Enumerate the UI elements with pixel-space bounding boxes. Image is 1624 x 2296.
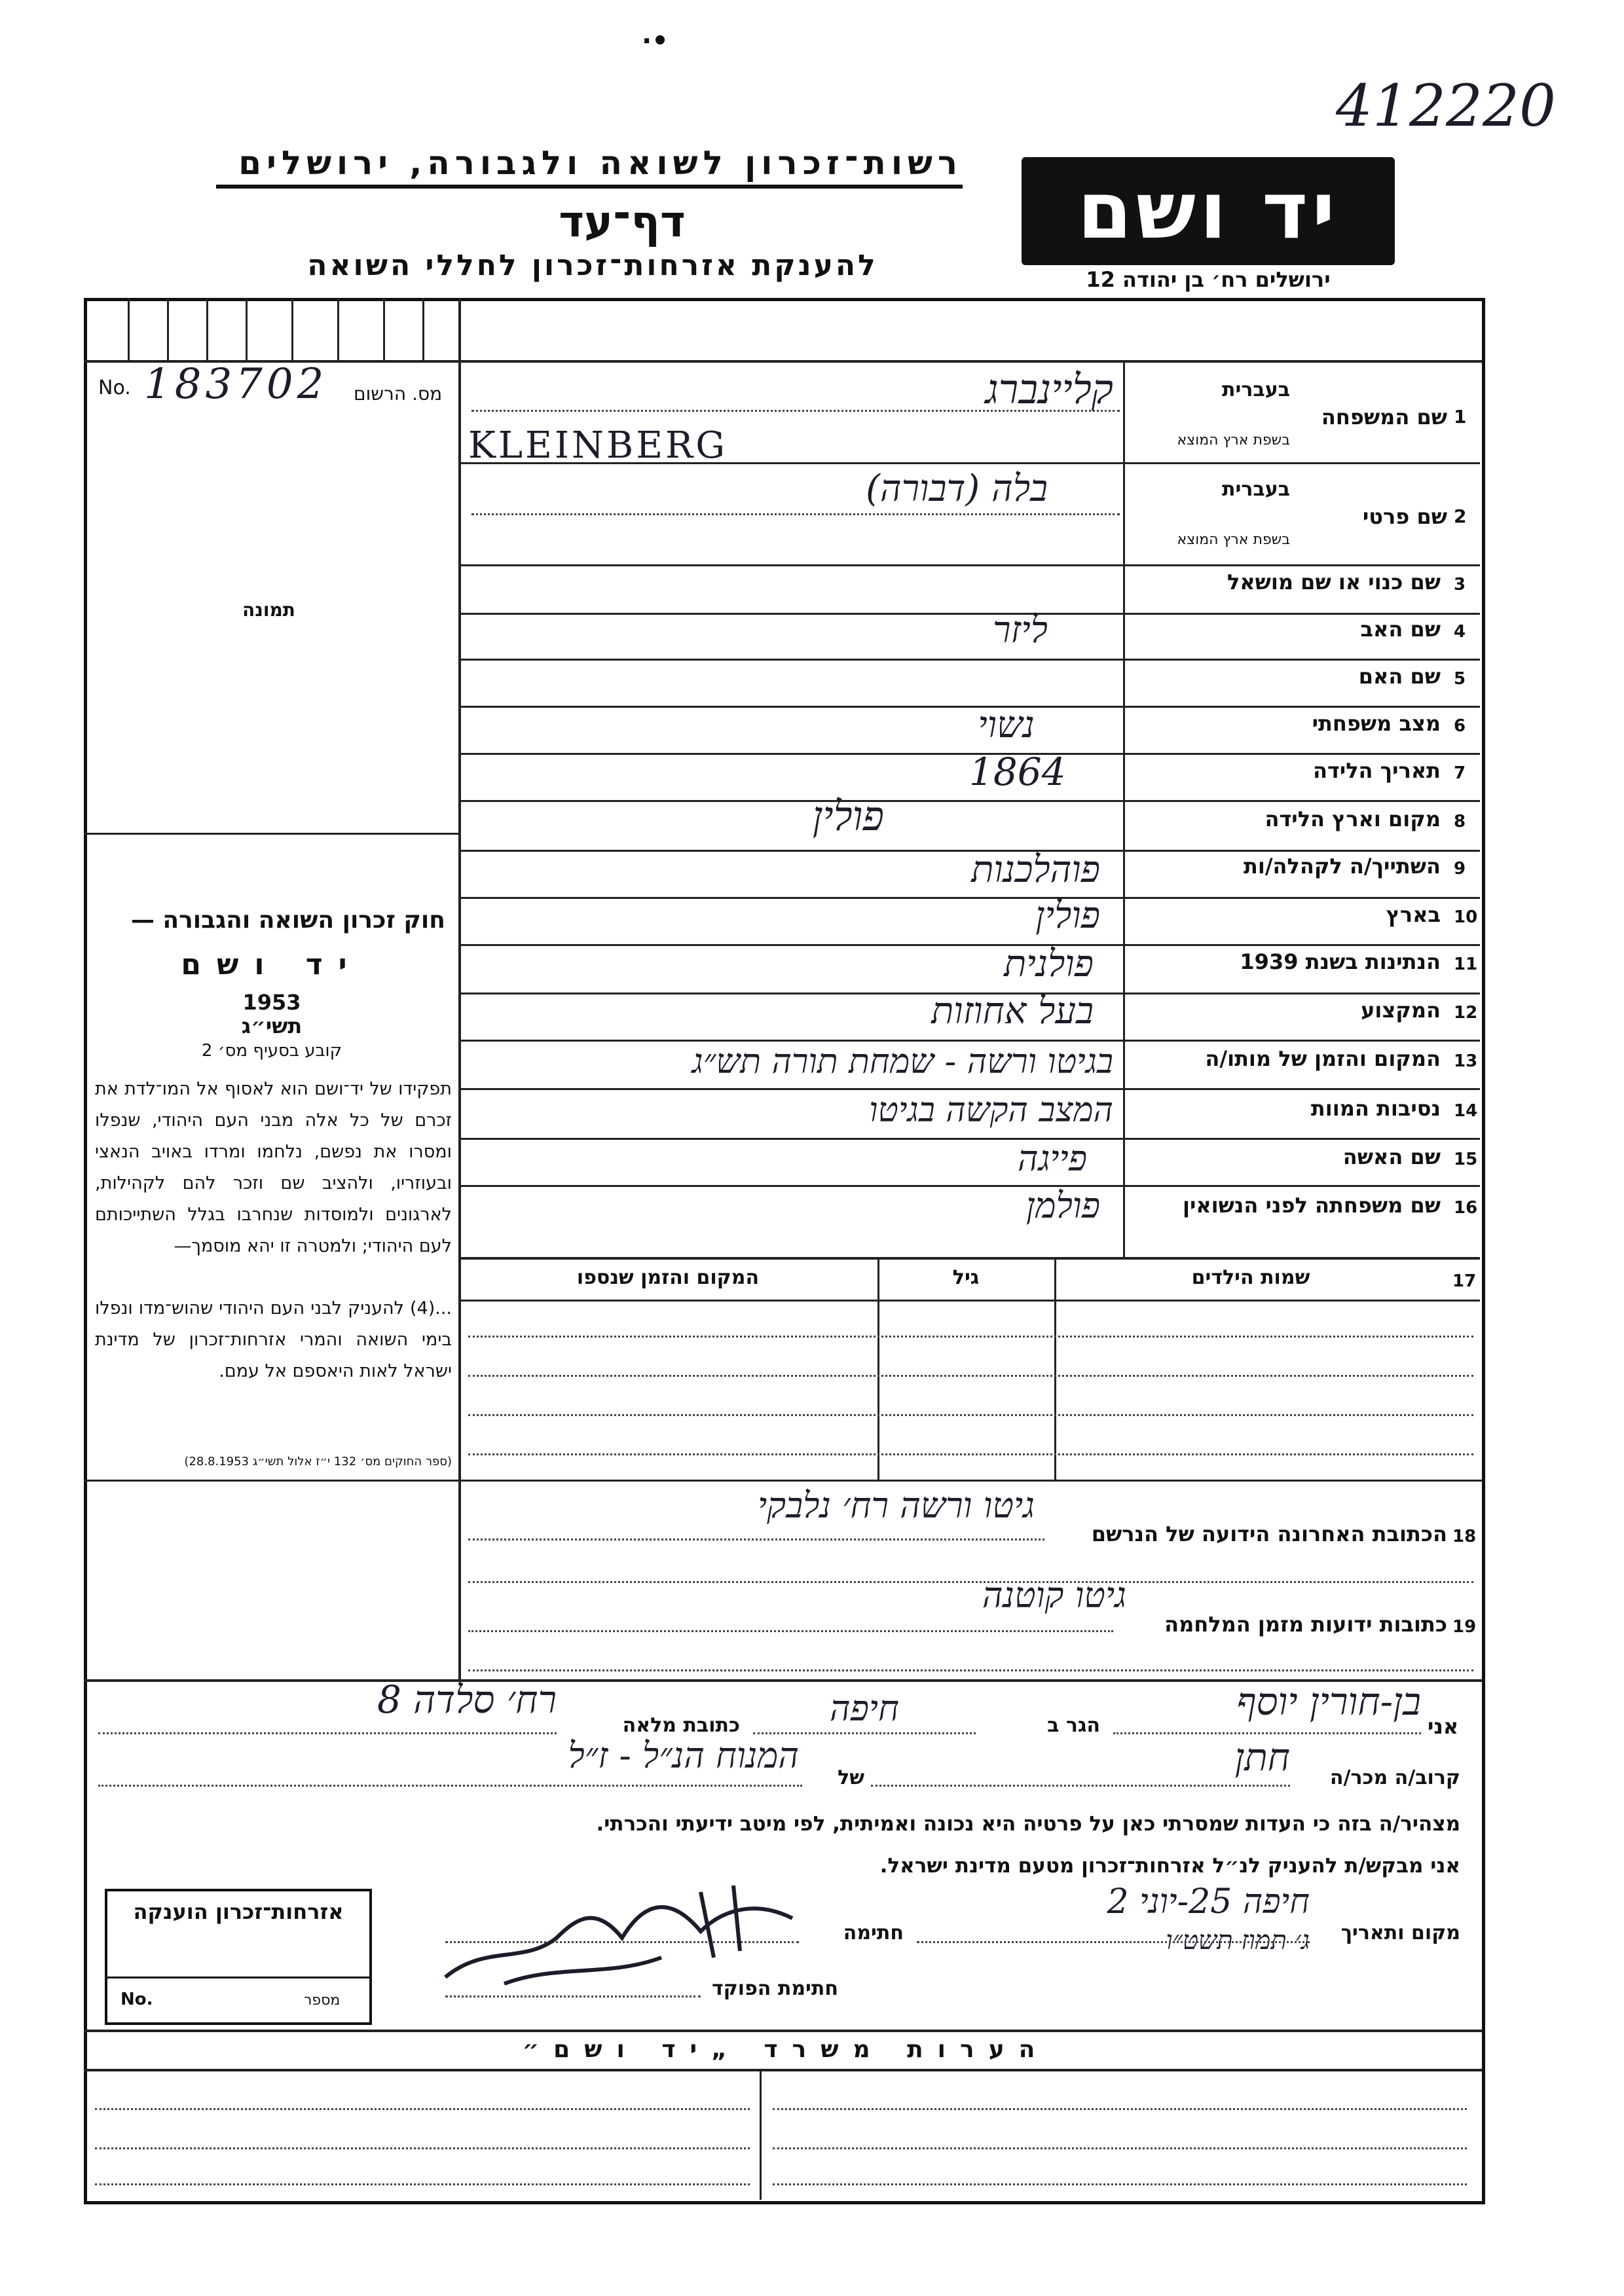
top-mark: ·• (642, 26, 669, 56)
field-10-value: פולין (1035, 894, 1100, 937)
decl-name: בן-חורין יוסף (1236, 1679, 1421, 1724)
field-6-num: 6 (1454, 716, 1466, 736)
decl-place-date-label: מקום ותאריך (1340, 1922, 1460, 1944)
law-section: קובע בסעיף מס׳ 2 (201, 1041, 342, 1061)
form-subtitle: להענקת אזרחות־זכרון לחללי השואה (307, 249, 878, 282)
field-19-label: כתובות ידועות מזמן המלחמה (1164, 1612, 1447, 1637)
decl-statement-1: מצהיר/ה בזה כי העדות שמסרתי כאן על פרטיה היא נכונה ואמיתית, לפי מיטב ידיעתי והכרתי. (596, 1812, 1460, 1836)
decl-place-date-2: ג׳ תמוז תשט״ו (1166, 1925, 1310, 1956)
photo-label: תמונה (242, 599, 295, 621)
registration-no-value: 183702 (144, 360, 328, 409)
field-7-label: תאריך הלידה (1312, 758, 1441, 783)
authority-title: רשות־זכרון לשואה ולגבורה, ירושלים (216, 144, 963, 189)
field-9-value: פוהלכנות (971, 848, 1100, 891)
field-4-value: ליזר (993, 609, 1048, 651)
field-14-num: 14 (1454, 1101, 1478, 1121)
field-2-sub2: בשפת ארץ המוצא (1177, 532, 1290, 548)
decl-address: רח׳ סלדה 8 (377, 1677, 557, 1722)
header-address: ירושלים רח׳ בן יהודה 12 (1086, 267, 1331, 292)
field-1-value: קליינברג (985, 365, 1113, 413)
law-year-he: תשי״ג (241, 1013, 303, 1038)
field-2-label: שם פרטי (1362, 504, 1447, 529)
field-4-label: שם האב (1360, 617, 1441, 642)
law-paragraph-2: ...(4) להעניק לבני העם היהודי שהוש־מדו ונפלו בימי השואה והמרי אזרחות־זכרון של מדינת ישראל לאות היאספם אל עמם. (95, 1298, 452, 1381)
children-col-age: גיל (952, 1266, 980, 1289)
field-3-label: שם כנוי או שם מושאל (1227, 570, 1441, 594)
field-7-num: 7 (1454, 763, 1466, 783)
field-5-num: 5 (1454, 669, 1466, 689)
field-15-num: 15 (1454, 1150, 1478, 1169)
field-8-num: 8 (1454, 812, 1466, 831)
children-col-place: המקום והזמן שנספו (576, 1266, 760, 1289)
field-9-num: 9 (1454, 859, 1466, 879)
award-box-no-en: No. (120, 1990, 153, 2009)
field-11-num: 11 (1454, 955, 1478, 974)
field-1-sub1: בעברית (1222, 378, 1290, 401)
field-16-value: פולמן (1025, 1185, 1100, 1226)
field-15-label: שם האשה (1342, 1144, 1441, 1169)
field-8-value: פולין (812, 792, 884, 840)
archive-number: 412220 (1336, 72, 1556, 139)
field-18-value: גיטו ורשה רח׳ נלבקי (758, 1485, 1035, 1526)
field-10-label: בארץ (1386, 902, 1441, 927)
field-12-num: 12 (1454, 1003, 1478, 1023)
law-name: יד ושם (181, 948, 363, 981)
field-1-value-latin: KLEINBERG (468, 424, 728, 467)
award-box-title: אזרחות־זכרון הוענקה (133, 1899, 344, 1924)
decl-city: חיפה (829, 1688, 900, 1729)
field-16-num: 16 (1454, 1198, 1478, 1218)
decl-of-label: של (838, 1766, 864, 1789)
field-10-num: 10 (1454, 907, 1478, 927)
field-3-num: 3 (1454, 575, 1466, 594)
field-13-num: 13 (1454, 1051, 1478, 1071)
form-title: דף־עד (559, 196, 686, 247)
field-4-num: 4 (1454, 622, 1466, 642)
field-17-num: 17 (1452, 1271, 1477, 1291)
field-13-value: בגיטו ורשה - שמחת תורה תש״ג (692, 1042, 1113, 1082)
field-5-label: שם האם (1358, 664, 1441, 689)
field-18-num: 18 (1452, 1527, 1477, 1546)
field-1-label: שם המשפחה (1321, 405, 1447, 429)
remarks-title: הערות משרד „יד ושם״ (522, 2036, 1050, 2063)
field-11-value: פולנית (1004, 943, 1094, 985)
field-1-num: 1 (1454, 406, 1467, 428)
children-col-names: שמות הילדים (1191, 1266, 1310, 1289)
registration-no-label: מס. הרשום (354, 383, 443, 405)
yad-vashem-logo: יד ושם (1022, 157, 1395, 265)
field-12-value: בעל אחוזות (931, 990, 1094, 1032)
field-2-value: בלה (דבורה) (865, 467, 1048, 510)
field-14-label: נסיבות המוות (1310, 1096, 1441, 1121)
law-year: 1953 (242, 990, 301, 1015)
decl-officer-sig-label: חתימת הפוקד (712, 1977, 838, 2000)
field-14-value: המצב הקשה בגיטו (869, 1091, 1113, 1130)
decl-signature-label: חתימה (843, 1922, 904, 1944)
field-19-value: גיטו קוטנה (982, 1575, 1126, 1616)
decl-ani: אני (1428, 1714, 1459, 1739)
law-reference: (ספר החוקים מס׳ 132 י״ז אלול תשי״ג 28.8.1953) (184, 1455, 452, 1468)
field-19-num: 19 (1452, 1617, 1477, 1637)
field-6-label: מצב משפחתי (1312, 711, 1441, 736)
field-12-label: המקצוע (1361, 998, 1441, 1023)
decl-resides-label: הגר ב (1047, 1714, 1100, 1737)
decl-of-value: המנוח הנ״ל - ז״ל (568, 1735, 799, 1776)
field-2-sub1: בעברית (1222, 478, 1290, 501)
field-18-label: הכתובת האחרונה הידועה של הנרשם (1091, 1522, 1447, 1546)
field-1-sub2: בשפת ארץ המוצא (1177, 432, 1290, 448)
decl-address-label: כתובת מלאה (622, 1714, 740, 1737)
field-13-label: המקום והזמן של מותו/ה (1205, 1046, 1441, 1071)
decl-statement-2: אני מבקש/ת להעניק לנ״ל אזרחות־זכרון מטעם מדינת ישראל. (879, 1854, 1460, 1878)
law-paragraph-1: תפקידו של יד־ושם הוא לאסוף אל המו־לדת את זכרם של כל אלה מבני העם היהודי, שנפלו ומסרו את נפשם, נלחמו ומרדו באויב הנאצי ובעוזריו, ולהציב שם וזכר להם לקהילות, לארגונים ולמוסדות שנחרבו בגלל השתייכותם לעם היהודי; ולמטרה זו יהא מוסמך— (95, 1079, 452, 1256)
decl-relation: חתן (1234, 1735, 1290, 1779)
field-7-value: 1864 (969, 750, 1066, 794)
decl-place-date: חיפה 25-יוני 2 (1107, 1882, 1310, 1922)
award-box-no-he: מספר (304, 1992, 341, 2009)
registration-no-label-en: No. (98, 376, 131, 399)
field-15-value: פייגה (1017, 1138, 1087, 1179)
award-box (105, 1889, 372, 2025)
law-title: חוק זכרון השואה והגבורה — (130, 907, 445, 934)
field-2-num: 2 (1454, 505, 1467, 527)
field-11-label: הנתינות בשנת 1939 (1240, 949, 1441, 974)
field-6-value: נשוי (978, 704, 1035, 746)
field-16-label: שם משפחתה לפני הנשואין (1182, 1193, 1441, 1218)
field-8-label: מקום וארץ הלידה (1264, 807, 1441, 831)
decl-relative-label: קרוב/ה מכר/ה (1329, 1766, 1460, 1789)
field-9-label: השתייך/ה לקהלה/ות (1243, 854, 1441, 879)
